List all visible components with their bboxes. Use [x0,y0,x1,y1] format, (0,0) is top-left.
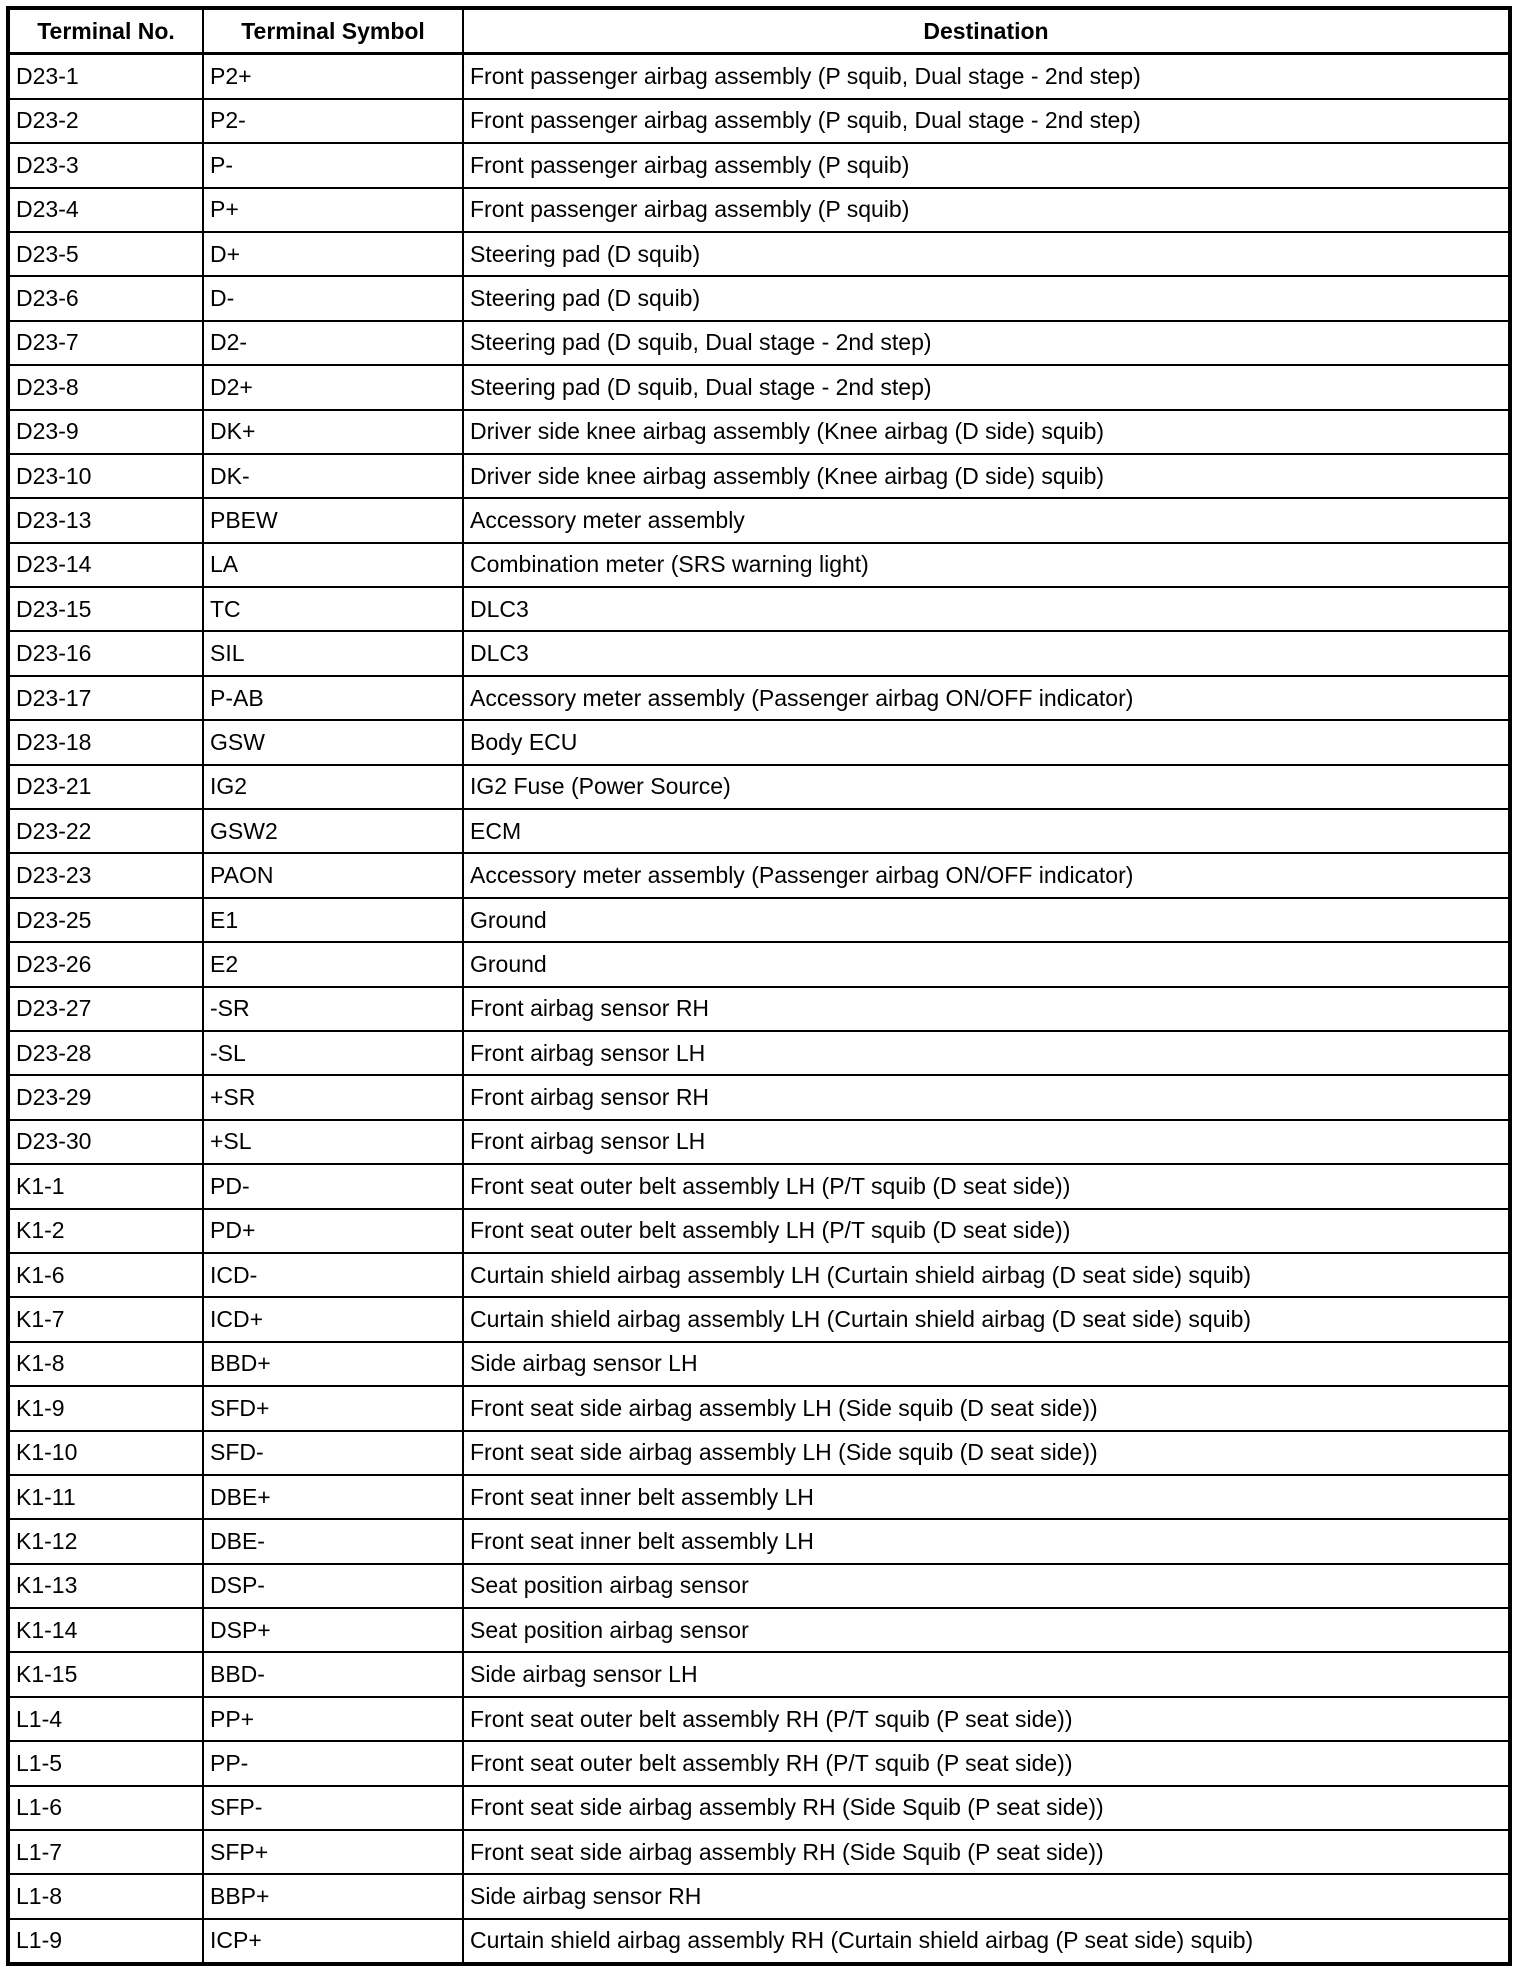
cell-destination: Side airbag sensor LH [463,1652,1510,1696]
cell-terminal-symbol: SFD- [203,1431,463,1475]
cell-terminal-no: D23-26 [8,942,203,986]
cell-destination: Front passenger airbag assembly (P squib, Dual stage - 2nd step) [463,99,1510,143]
cell-destination: Front seat outer belt assembly LH (P/T squib (D seat side)) [463,1209,1510,1253]
cell-terminal-symbol: +SL [203,1120,463,1164]
table-row [8,587,1510,631]
cell-terminal-symbol: PD- [203,1164,463,1208]
cell-terminal-no: K1-9 [8,1386,203,1430]
cell-terminal-symbol: SIL [203,631,463,675]
cell-terminal-symbol: +SR [203,1075,463,1119]
table-row [8,676,1510,720]
table-row [8,1120,1510,1164]
cell-terminal-no: D23-14 [8,543,203,587]
cell-destination: Steering pad (D squib) [463,232,1510,276]
cell-terminal-symbol: PD+ [203,1209,463,1253]
table-row [8,1075,1510,1119]
cell-terminal-symbol: IG2 [203,765,463,809]
table-row [8,1519,1510,1563]
cell-terminal-symbol: ICD+ [203,1297,463,1341]
cell-terminal-symbol: D2+ [203,365,463,409]
cell-destination: Front seat inner belt assembly LH [463,1475,1510,1519]
table-row [8,498,1510,542]
cell-terminal-no: K1-14 [8,1608,203,1652]
cell-terminal-no: L1-7 [8,1830,203,1874]
table-row [8,365,1510,409]
cell-terminal-symbol: BBD+ [203,1342,463,1386]
cell-terminal-no: D23-29 [8,1075,203,1119]
cell-terminal-symbol: BBD- [203,1652,463,1696]
cell-terminal-no: L1-8 [8,1874,203,1918]
table-row [8,99,1510,143]
cell-terminal-symbol: DK- [203,454,463,498]
cell-terminal-no: D23-2 [8,99,203,143]
cell-destination: Front seat side airbag assembly RH (Side Squib (P seat side)) [463,1786,1510,1830]
cell-terminal-no: K1-1 [8,1164,203,1208]
cell-terminal-no: K1-11 [8,1475,203,1519]
cell-destination: Front passenger airbag assembly (P squib) [463,188,1510,232]
table-row [8,1475,1510,1519]
cell-destination: Seat position airbag sensor [463,1564,1510,1608]
table-row [8,1386,1510,1430]
cell-terminal-no: D23-30 [8,1120,203,1164]
table-row [8,1342,1510,1386]
cell-destination: Front passenger airbag assembly (P squib, Dual stage - 2nd step) [463,54,1510,99]
cell-terminal-symbol: PP- [203,1741,463,1785]
cell-terminal-symbol: DSP+ [203,1608,463,1652]
cell-terminal-symbol: PBEW [203,498,463,542]
cell-destination: Steering pad (D squib) [463,276,1510,320]
cell-terminal-no: K1-2 [8,1209,203,1253]
cell-terminal-no: K1-8 [8,1342,203,1386]
header-terminal-no: Terminal No. [8,8,203,54]
cell-destination: Ground [463,942,1510,986]
cell-destination: ECM [463,809,1510,853]
cell-terminal-no: D23-5 [8,232,203,276]
cell-terminal-no: K1-10 [8,1431,203,1475]
table-row [8,1919,1510,1964]
cell-destination: Front seat side airbag assembly LH (Side squib (D seat side)) [463,1431,1510,1475]
cell-destination: Curtain shield airbag assembly LH (Curtain shield airbag (D seat side) squib) [463,1253,1510,1297]
cell-terminal-symbol: DK+ [203,410,463,454]
cell-terminal-no: D23-1 [8,54,203,99]
cell-terminal-no: D23-7 [8,321,203,365]
table-row [8,1297,1510,1341]
cell-terminal-symbol: DBE+ [203,1475,463,1519]
cell-terminal-no: K1-6 [8,1253,203,1297]
cell-terminal-no: K1-15 [8,1652,203,1696]
cell-terminal-no: D23-8 [8,365,203,409]
table-row [8,543,1510,587]
table-row [8,765,1510,809]
terminal-table [6,6,1512,1966]
cell-destination: Accessory meter assembly (Passenger airbag ON/OFF indicator) [463,676,1510,720]
cell-terminal-symbol: DSP- [203,1564,463,1608]
table-row [8,1786,1510,1830]
cell-terminal-no: K1-13 [8,1564,203,1608]
table-row [8,454,1510,498]
table-row [8,809,1510,853]
table-body [8,54,1510,1964]
table-row [8,1253,1510,1297]
table-row [8,1874,1510,1918]
cell-destination: DLC3 [463,587,1510,631]
table-row [8,276,1510,320]
table-row [8,1031,1510,1075]
cell-destination: Front seat side airbag assembly LH (Side squib (D seat side)) [463,1386,1510,1430]
table-row [8,720,1510,764]
cell-terminal-symbol: DBE- [203,1519,463,1563]
table-row [8,54,1510,99]
table-row [8,232,1510,276]
cell-terminal-symbol: D- [203,276,463,320]
cell-destination: Curtain shield airbag assembly LH (Curtain shield airbag (D seat side) squib) [463,1297,1510,1341]
table-row [8,143,1510,187]
header-destination: Destination [463,8,1510,54]
cell-terminal-symbol: D+ [203,232,463,276]
cell-destination: Front airbag sensor LH [463,1031,1510,1075]
cell-destination: Body ECU [463,720,1510,764]
cell-destination: Driver side knee airbag assembly (Knee airbag (D side) squib) [463,410,1510,454]
cell-destination: Combination meter (SRS warning light) [463,543,1510,587]
table-row [8,1608,1510,1652]
cell-destination: Steering pad (D squib, Dual stage - 2nd step) [463,365,1510,409]
cell-terminal-no: D23-3 [8,143,203,187]
cell-terminal-no: D23-27 [8,987,203,1031]
cell-terminal-symbol: D2- [203,321,463,365]
cell-destination: Front seat outer belt assembly RH (P/T squib (P seat side)) [463,1741,1510,1785]
cell-terminal-symbol: P+ [203,188,463,232]
cell-terminal-symbol: P- [203,143,463,187]
cell-destination: Side airbag sensor RH [463,1874,1510,1918]
cell-destination: Driver side knee airbag assembly (Knee airbag (D side) squib) [463,454,1510,498]
cell-destination: Front airbag sensor LH [463,1120,1510,1164]
cell-terminal-no: L1-4 [8,1697,203,1741]
cell-terminal-symbol: ICP+ [203,1919,463,1964]
table-row [8,321,1510,365]
cell-terminal-symbol: GSW [203,720,463,764]
cell-terminal-symbol: P2- [203,99,463,143]
table-row [8,987,1510,1031]
table-row [8,1164,1510,1208]
cell-terminal-no: L1-6 [8,1786,203,1830]
cell-terminal-symbol: -SR [203,987,463,1031]
table-row [8,631,1510,675]
cell-terminal-no: D23-16 [8,631,203,675]
cell-terminal-no: D23-4 [8,188,203,232]
cell-terminal-no: D23-23 [8,853,203,897]
cell-terminal-symbol: E1 [203,898,463,942]
table-row [8,1830,1510,1874]
cell-terminal-symbol: P-AB [203,676,463,720]
cell-terminal-no: K1-12 [8,1519,203,1563]
cell-terminal-no: D23-9 [8,410,203,454]
header-row [8,8,1510,54]
cell-destination: Steering pad (D squib, Dual stage - 2nd step) [463,321,1510,365]
cell-terminal-no: D23-22 [8,809,203,853]
cell-terminal-symbol: ICD- [203,1253,463,1297]
cell-destination: Front passenger airbag assembly (P squib) [463,143,1510,187]
cell-destination: Front seat outer belt assembly LH (P/T squib (D seat side)) [463,1164,1510,1208]
cell-destination: Side airbag sensor LH [463,1342,1510,1386]
cell-destination: Front seat inner belt assembly LH [463,1519,1510,1563]
cell-destination: Ground [463,898,1510,942]
header-terminal-symbol: Terminal Symbol [203,8,463,54]
table-row [8,410,1510,454]
cell-terminal-no: D23-17 [8,676,203,720]
cell-terminal-symbol: PAON [203,853,463,897]
cell-terminal-symbol: P2+ [203,54,463,99]
cell-terminal-symbol: SFD+ [203,1386,463,1430]
cell-terminal-no: L1-9 [8,1919,203,1964]
cell-terminal-no: D23-25 [8,898,203,942]
table-row [8,1697,1510,1741]
cell-destination: DLC3 [463,631,1510,675]
cell-terminal-no: D23-18 [8,720,203,764]
cell-terminal-no: L1-5 [8,1741,203,1785]
cell-terminal-no: D23-21 [8,765,203,809]
cell-terminal-symbol: LA [203,543,463,587]
table-row [8,942,1510,986]
cell-destination: Front seat outer belt assembly RH (P/T squib (P seat side)) [463,1697,1510,1741]
cell-destination: Front airbag sensor RH [463,1075,1510,1119]
cell-terminal-no: D23-10 [8,454,203,498]
cell-terminal-symbol: SFP- [203,1786,463,1830]
cell-terminal-symbol: GSW2 [203,809,463,853]
cell-destination: Accessory meter assembly [463,498,1510,542]
table-row [8,853,1510,897]
table-row [8,1652,1510,1696]
cell-terminal-no: K1-7 [8,1297,203,1341]
cell-terminal-symbol: TC [203,587,463,631]
cell-terminal-no: D23-6 [8,276,203,320]
cell-terminal-symbol: BBP+ [203,1874,463,1918]
cell-terminal-symbol: -SL [203,1031,463,1075]
cell-terminal-no: D23-28 [8,1031,203,1075]
cell-terminal-no: D23-15 [8,587,203,631]
cell-destination: Seat position airbag sensor [463,1608,1510,1652]
table-row [8,1431,1510,1475]
cell-destination: Curtain shield airbag assembly RH (Curtain shield airbag (P seat side) squib) [463,1919,1510,1964]
cell-terminal-symbol: PP+ [203,1697,463,1741]
cell-destination: IG2 Fuse (Power Source) [463,765,1510,809]
table-row [8,188,1510,232]
cell-terminal-symbol: SFP+ [203,1830,463,1874]
table-row [8,1741,1510,1785]
cell-terminal-no: D23-13 [8,498,203,542]
cell-destination: Front seat side airbag assembly RH (Side Squib (P seat side)) [463,1830,1510,1874]
table-row [8,1564,1510,1608]
cell-terminal-symbol: E2 [203,942,463,986]
table-row [8,898,1510,942]
table-row [8,1209,1510,1253]
cell-destination: Accessory meter assembly (Passenger airbag ON/OFF indicator) [463,853,1510,897]
cell-destination: Front airbag sensor RH [463,987,1510,1031]
